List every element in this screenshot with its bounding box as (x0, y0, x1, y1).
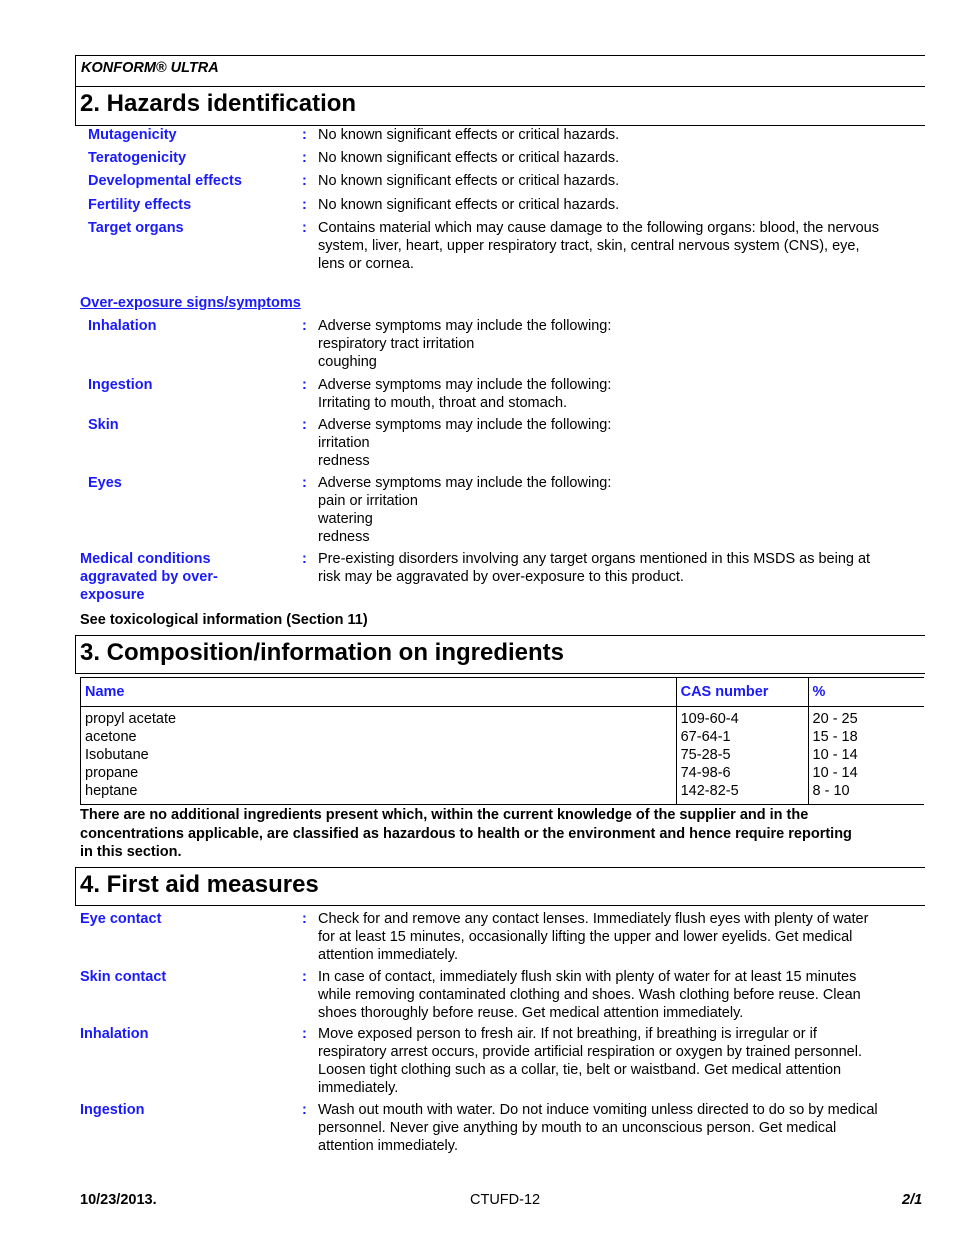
ingredients-table (80, 677, 924, 805)
section-3-title: 3. Composition/information on ingredients (80, 639, 564, 666)
label-teratogenicity: Teratogenicity (88, 150, 187, 166)
value-target-organs: Contains material which may cause damage to the following organs: blood, the nervous system, liver, heart, upper respiratory tract, skin, central nervous system (CNS), eye, lens or cornea. (318, 220, 879, 272)
col-header-percent: % (808, 678, 924, 707)
label-eye-contact: Eye contact (80, 911, 162, 927)
footer-page-number: 2/1 (902, 1192, 923, 1208)
value-eye-contact: Check for and remove any contact lenses. Immediately flush eyes with plenty of water for at least 15 minutes, occasionally lifting the upper and lower eyelids. Get medical attention immediately. (318, 911, 869, 963)
value-medical-conditions: Pre-existing disorders involving any target organs mentioned in this MSDS as being at risk may be aggravated by over-exposure to this product. (318, 551, 871, 585)
document-header (75, 55, 925, 87)
colon: : (302, 318, 307, 334)
value-ingestion-first-aid: Wash out mouth with water. Do not induce vomiting unless directed to do so by medical personnel. Never give anything by mouth to an unconscious person. Get medical attention immediately. (318, 1102, 878, 1154)
colon: : (302, 377, 307, 393)
label-skin-symptoms: Skin (88, 417, 119, 433)
cell-percentages: 20 - 25 15 - 18 10 - 14 10 - 14 8 - 10 (808, 707, 924, 805)
label-fertility-effects: Fertility effects (88, 197, 192, 213)
value-skin-symptoms: Adverse symptoms may include the following: irritation redness (318, 417, 612, 469)
value-inhalation-first-aid: Move exposed person to fresh air. If not breathing, if breathing is irregular or if respiratory arrest occurs, provide artificial respiration or oxygen by trained personnel. Loosen tight clothing such as a collar, tie, belt or waistband. Get medical attention immediately. (318, 1026, 862, 1096)
label-mutagenicity: Mutagenicity (88, 127, 177, 143)
label-developmental-effects: Developmental effects (88, 173, 242, 189)
label-medical-conditions: Medical conditions aggravated by over- exposure (80, 551, 218, 603)
label-ingestion-first-aid: Ingestion (80, 1102, 145, 1118)
colon: : (302, 173, 307, 189)
col-header-name: Name (81, 678, 677, 707)
colon: : (302, 417, 307, 433)
colon: : (302, 127, 307, 143)
table-header-row (81, 678, 925, 707)
section-4-header (75, 867, 925, 906)
col-header-cas: CAS number (676, 678, 808, 707)
colon: : (302, 1026, 307, 1042)
section-2-header (75, 86, 925, 126)
colon: : (302, 475, 307, 491)
value-developmental-effects: No known significant effects or critical hazards. (318, 173, 620, 189)
label-inhalation-symptoms: Inhalation (88, 318, 157, 334)
colon: : (302, 220, 307, 236)
value-skin-contact: In case of contact, immediately flush skin with plenty of water for at least 15 minutes while removing contaminated clothing and shoes. Wash clothing before reuse. Clean shoes thoroughly before reuse. Get medical attention immediately. (318, 969, 861, 1021)
value-teratogenicity: No known significant effects or critical hazards. (318, 150, 620, 166)
section-4-title: 4. First aid measures (80, 871, 319, 898)
value-fertility-effects: No known significant effects or critical hazards. (318, 197, 620, 213)
label-target-organs: Target organs (88, 220, 184, 236)
colon: : (302, 911, 307, 927)
cell-cas-numbers: 109-60-4 67-64-1 75-28-5 74-98-6 142-82-5 (676, 707, 808, 805)
value-mutagenicity: No known significant effects or critical hazards. (318, 127, 620, 143)
colon: : (302, 969, 307, 985)
footer-code: CTUFD-12 (470, 1192, 541, 1208)
label-inhalation-first-aid: Inhalation (80, 1026, 149, 1042)
value-eyes-symptoms: Adverse symptoms may include the following: pain or irritation watering redness (318, 475, 612, 545)
value-ingestion-symptoms: Adverse symptoms may include the following: Irritating to mouth, throat and stomach. (318, 377, 612, 411)
product-name: KONFORM® ULTRA (81, 60, 219, 76)
colon: : (302, 551, 307, 567)
colon: : (302, 1102, 307, 1118)
colon: : (302, 150, 307, 166)
footer-date: 10/23/2013. (80, 1192, 157, 1208)
value-inhalation-symptoms: Adverse symptoms may include the following: respiratory tract irritation coughing (318, 318, 612, 370)
table-row (81, 707, 925, 805)
label-eyes-symptoms: Eyes (88, 475, 122, 491)
colon: : (302, 197, 307, 213)
ingredients-note: There are no additional ingredients present which, within the current knowledge of the supplier and in the concentrations applicable, are classified as hazardous to health or the environment and hence require reporting in this section. (80, 807, 852, 860)
label-ingestion-symptoms: Ingestion (88, 377, 153, 393)
section-2-title: 2. Hazards identification (80, 90, 357, 117)
overexposure-heading: Over-exposure signs/symptoms (80, 295, 301, 311)
section-3-header (75, 635, 925, 674)
cell-names: propyl acetate acetone Isobutane propane heptane (81, 707, 677, 805)
label-skin-contact: Skin contact (80, 969, 167, 985)
see-toxicological-note: See toxicological information (Section 11) (80, 612, 368, 628)
